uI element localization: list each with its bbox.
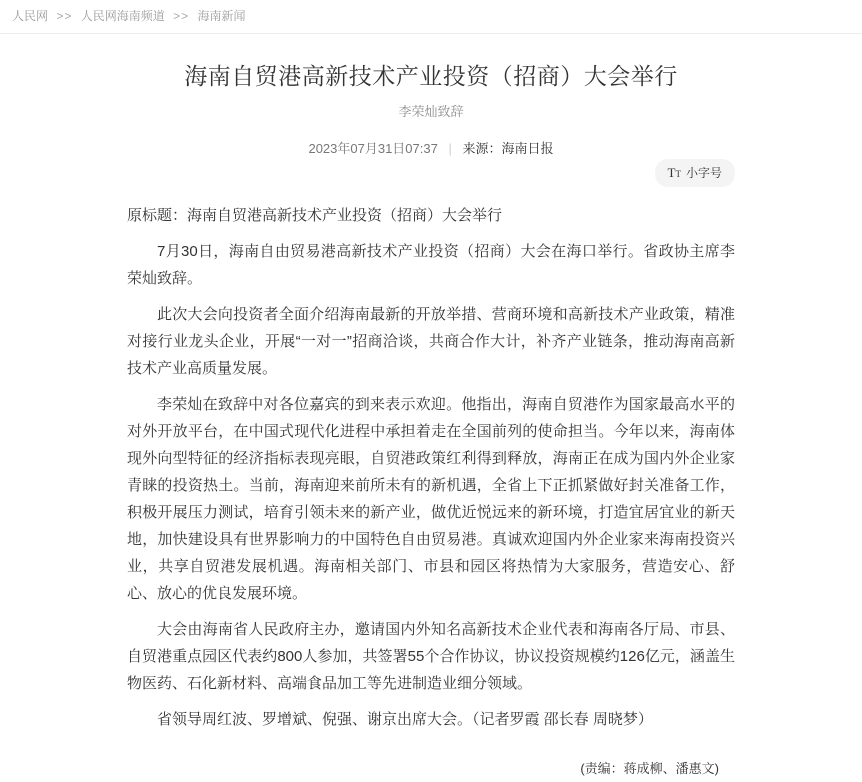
font-size-icon [668,165,681,181]
paragraph-5: 省领导周红波、罗增斌、倪强、谢京出席大会。（记者罗霞 邵长春 周晓梦） [157,711,653,728]
breadcrumb-link-hainan-news[interactable]: 海南新闻 [197,9,246,23]
source-label: 来源： [462,141,502,156]
publish-time: 2023年07月31日07:37 [308,141,438,156]
paragraph-1: 7月30日，海南自由贸易港高新技术产业投资（招商）大会在海口举行。省政协主席李荣灿致辞。 [127,243,735,287]
toolbar [127,159,735,187]
article-subtitle: 李荣灿致辞 [398,104,464,119]
article-body [127,202,735,782]
font-size-icon-large-t: T [667,165,676,180]
breadcrumb-link-peoples-net[interactable]: 人民网 [12,9,49,23]
breadcrumb-link-hainan-channel[interactable]: 人民网海南频道 [80,9,165,23]
meta-separator: | [448,141,452,156]
article-meta [127,140,735,157]
original-title: 原标题：海南自贸港高新技术产业投资（招商）大会举行 [127,207,503,224]
font-size-label: 小字号 [685,166,722,180]
paragraph-2: 此次大会向投资者全面介绍海南最新的开放举措、营商环境和高新技术产业政策，精准对接行业龙头企业，开展“一对一”招商洽谈，共商合作大计，补齐产业链条，推动海南高新技术产业高质量发展。 [127,306,735,377]
paragraph-4: 大会由海南省人民政府主办，邀请国内外知名高新技术企业代表和海南各厅局、市县、自贸港重点园区代表约800人参加，共签署55个合作协议，协议投资规模约126亿元，涵盖生物医药、石化新材料、高端食品加工等先进制造业细分领域。 [127,621,735,692]
editor-credit: (责编：蒋成柳、潘惠文) [580,761,719,776]
breadcrumb-separator: >> [173,9,190,23]
breadcrumb-separator: >> [56,9,73,23]
breadcrumb [0,0,862,34]
paragraph-3: 李荣灿在致辞中对各位嘉宾的到来表示欢迎。他指出，海南自贸港作为国家最高水平的对外开放平台，在中国式现代化进程中承担着走在全国前列的使命担当。今年以来，海南体现外向型特征的经济指标表现亮眼，自贸港政策红利得到释放，海南正在成为国内外企业家青睐的投资热土。当前，海南迎来前所未有的新机遇，全省上下正抓紧做好封关准备工作，积极开展压力测试，培育引领未来的新产业，做优近悦远来的新环境，打造宜居宜业的新天地，加快建设具有世界影响力的中国特色自由贸易港。真诚欢迎国内外企业家来海南投资兴业，共享自贸港发展机遇。海南相关部门、市县和园区将热情为大家服务，营造安心、舒心、放心的优良发展环境。 [127,396,735,602]
page-title: 海南自贸港高新技术产业投资（招商）大会举行 [184,63,678,89]
font-size-button[interactable] [655,159,735,187]
article-container [127,61,735,782]
source-name: 海南日报 [501,141,554,156]
font-size-icon-small-t: T [675,169,681,179]
